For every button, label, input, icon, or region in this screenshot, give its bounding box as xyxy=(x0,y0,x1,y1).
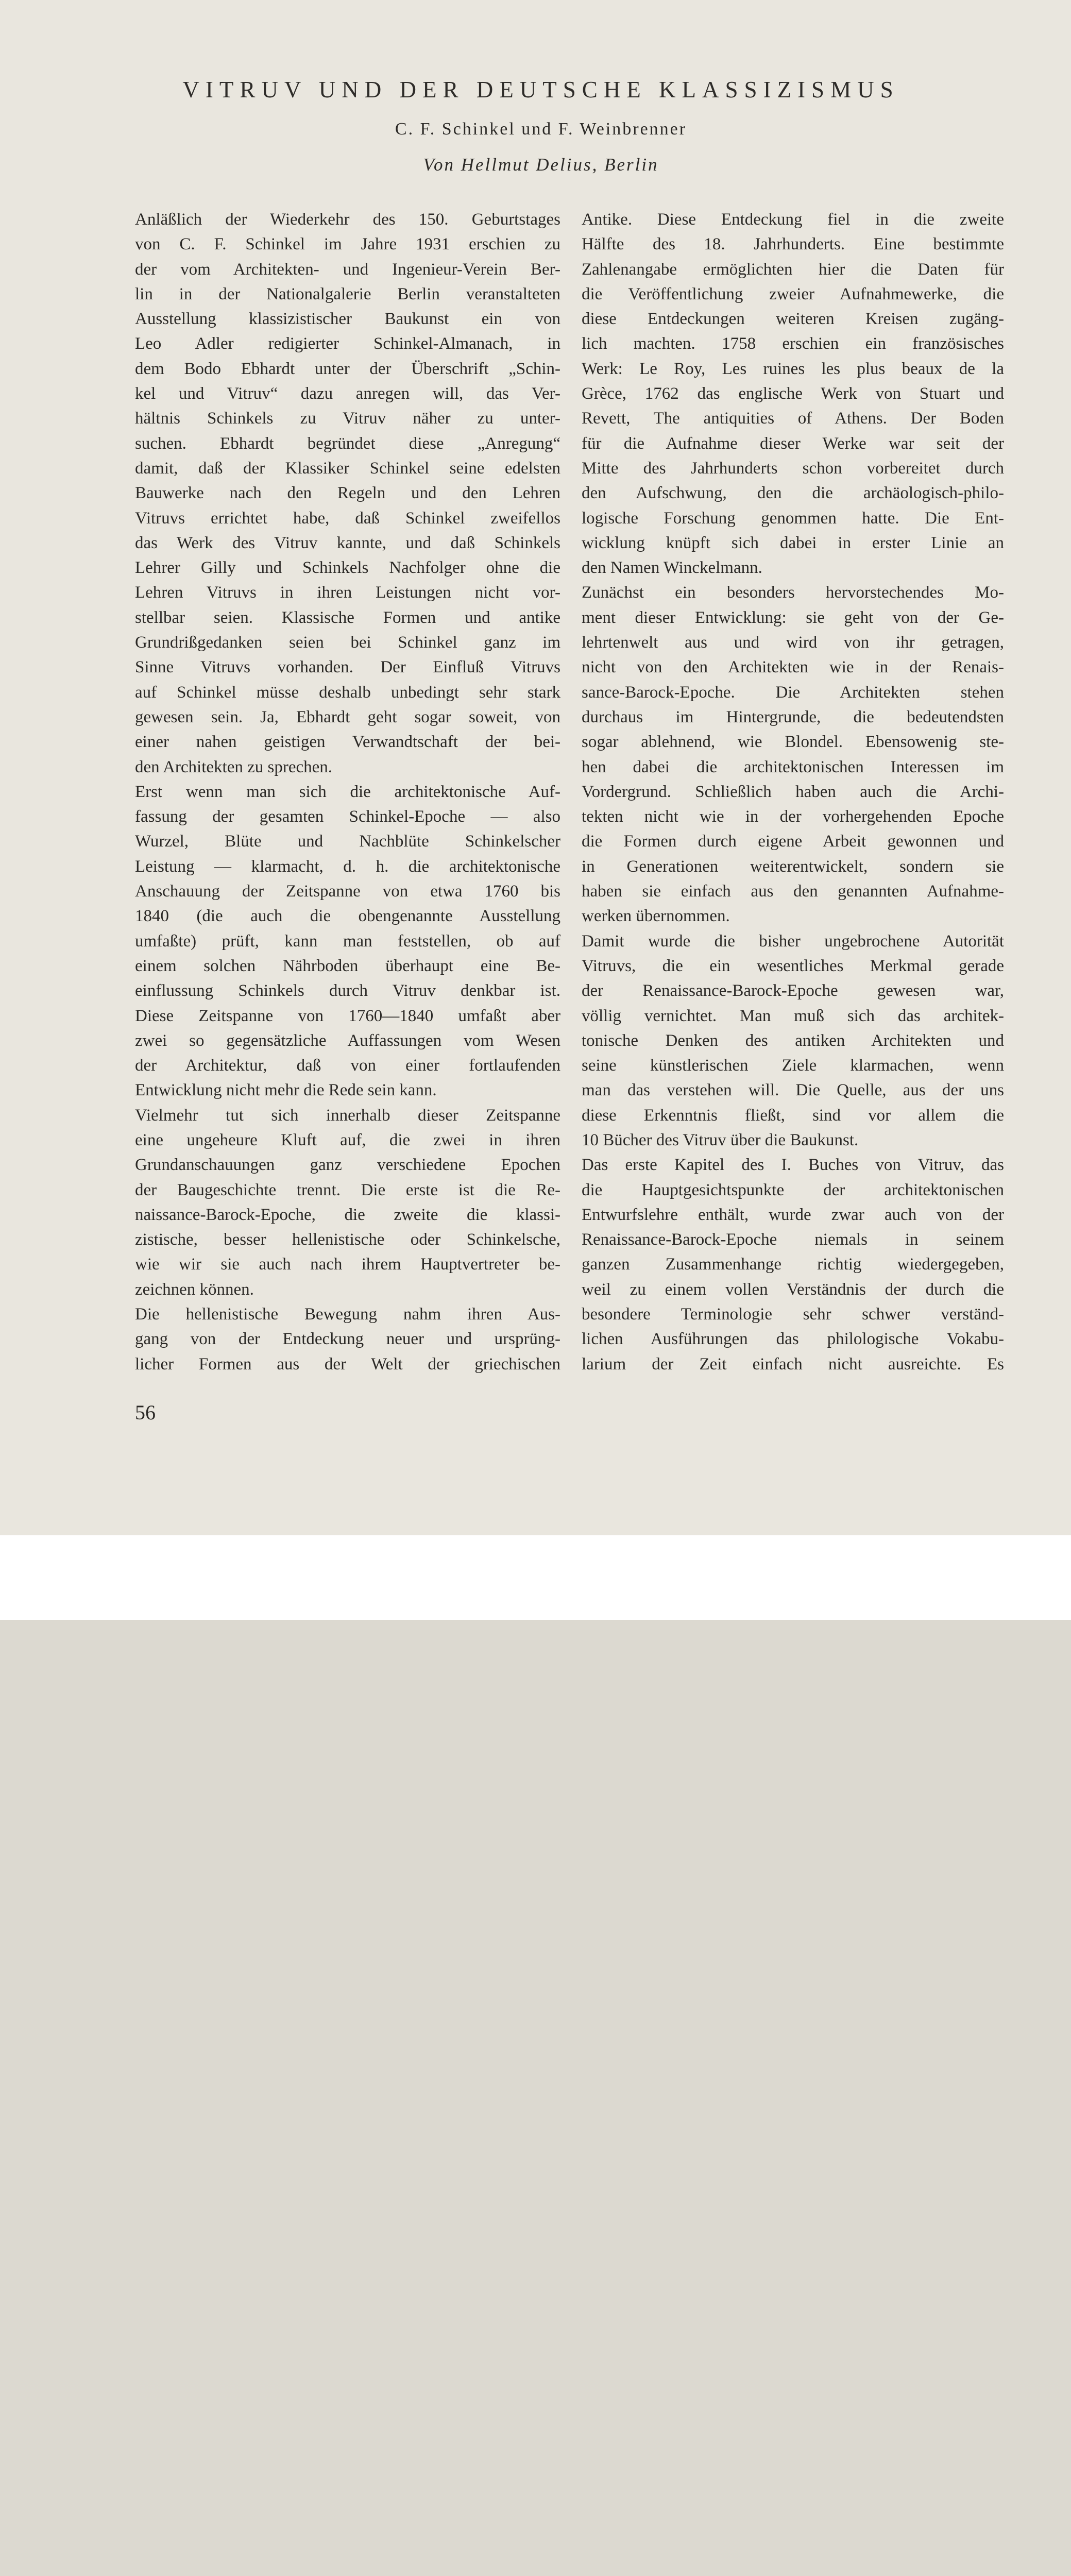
text-line: haben sie einfach aus den genannten Aufnahme- xyxy=(582,882,1004,901)
text-line: Das erste Kapitel des I. Buches von Vitruv, das xyxy=(582,1156,1004,1175)
text-line: den Namen Winckelmann. xyxy=(582,558,762,578)
article-author: Von Hellmut Delius, Berlin xyxy=(423,155,659,175)
text-line: der Architektur, daß von einer fortlaufenden xyxy=(135,1056,560,1075)
footer-bar xyxy=(0,1535,1071,1620)
text-line: Renaissance-Barock-Epoche niemals in seinem xyxy=(582,1230,1004,1249)
text-line: stellbar seien. Klassische Formen und antike xyxy=(135,608,560,627)
text-line: eine ungeheure Kluft auf, die zwei in ihren xyxy=(135,1130,560,1149)
text-line: Grundanschauungen ganz verschiedene Epochen xyxy=(135,1156,560,1175)
text-line: den Aufschwung, den die archäologisch-philo- xyxy=(582,484,1004,503)
text-line: ganzen Zusammenhange richtig wiedergegeben, xyxy=(582,1255,1004,1274)
text-line: hältnis Schinkels zu Vitruv näher zu unter- xyxy=(135,409,560,428)
text-line: völlig vernichtet. Man muß sich das architek- xyxy=(582,1006,1004,1025)
text-line: Vordergrund. Schließlich haben auch die Archi- xyxy=(582,782,1004,801)
text-line: Hälfte des 18. Jahrhunderts. Eine bestimmte xyxy=(582,235,1004,254)
article-title: VITRUV UND DER DEUTSCHE KLASSIZISMUS xyxy=(182,77,899,103)
article-subtitle: C. F. Schinkel und F. Weinbrenner xyxy=(395,120,687,139)
page-number: 56 xyxy=(135,1401,156,1424)
text-line: Vielmehr tut sich innerhalb dieser Zeitspanne xyxy=(135,1106,560,1125)
text-line: hen dabei die architektonischen Interessen im xyxy=(582,757,1004,776)
text-line: Die hellenistische Bewegung nahm ihren Aus- xyxy=(135,1305,560,1324)
text-line: larium der Zeit einfach nicht ausreichte. Es xyxy=(582,1354,1004,1374)
text-line: von C. F. Schinkel im Jahre 1931 erschien zu xyxy=(135,235,560,254)
text-line: Grèce, 1762 das englische Werk von Stuart und xyxy=(582,384,1004,403)
text-line: einflussung Schinkels durch Vitruv denkbar ist. xyxy=(135,981,560,1001)
text-column-right xyxy=(582,207,1004,1377)
text-line: zistische, besser hellenistische oder Schinkelsche, xyxy=(135,1230,560,1249)
text-line: logische Forschung genommen hatte. Die Ent- xyxy=(582,509,1004,528)
text-line: Erst wenn man sich die architektonische Auf- xyxy=(135,782,560,801)
text-line: Wurzel, Blüte und Nachblüte Schinkelscher xyxy=(135,832,560,851)
text-line: Zahlenangabe ermöglichten hier die Daten für xyxy=(582,260,1004,279)
text-line: Entwicklung nicht mehr die Rede sein kann. xyxy=(135,1081,437,1100)
text-line: zeichnen können. xyxy=(135,1280,254,1299)
text-line: Vitruvs, die ein wesentliches Merkmal gerade xyxy=(582,956,1004,975)
text-line: Mitte des Jahrhunderts schon vorbereitet durch xyxy=(582,459,1004,478)
text-line: dem Bodo Ebhardt unter der Überschrift „Schin- xyxy=(135,359,560,378)
text-line: einer nahen geistigen Verwandtschaft der bei- xyxy=(135,733,560,752)
text-line: einem solchen Nährboden überhaupt eine Be- xyxy=(135,956,560,975)
text-line: die Veröffentlichung zweier Aufnahmewerke, die xyxy=(582,284,1004,303)
text-line: Lehrer Gilly und Schinkels Nachfolger ohne die xyxy=(135,558,560,578)
text-line: Diese Zeitspanne von 1760—1840 umfaßt aber xyxy=(135,1006,560,1025)
text-line: damit, daß der Klassiker Schinkel seine edelsten xyxy=(135,459,560,478)
text-line: Leistung — klarmacht, d. h. die architektonische xyxy=(135,857,560,876)
text-line: Sinne Vitruvs vorhanden. Der Einfluß Vitruvs xyxy=(135,658,560,677)
text-line: lichen Ausführungen das philologische Vokabu- xyxy=(582,1330,1004,1349)
text-line: Anläßlich der Wiederkehr des 150. Geburtstages xyxy=(135,210,560,229)
text-line: seine künstlerischen Ziele klarmachen, wenn xyxy=(582,1056,1004,1075)
text-line: lin in der Nationalgalerie Berlin veranstalteten xyxy=(135,284,560,303)
text-column-left xyxy=(135,207,560,1377)
text-line: wicklung knüpft sich dabei in erster Linie an xyxy=(582,533,1004,552)
text-line: der Baugeschichte trennt. Die erste ist die Re- xyxy=(135,1180,560,1199)
text-line: licher Formen aus der Welt der griechischen xyxy=(135,1354,560,1374)
text-line: kel und Vitruv“ dazu anregen will, das Ver- xyxy=(135,384,560,403)
text-line: besondere Terminologie sehr schwer verständ- xyxy=(582,1305,1004,1324)
text-line: sance-Barock-Epoche. Die Architekten stehen xyxy=(582,683,1004,702)
text-line: zwei so gegensätzliche Auffassungen vom Wesen xyxy=(135,1031,560,1050)
text-line: der vom Architekten- und Ingenieur-Verein Ber- xyxy=(135,260,560,279)
text-line: das Werk des Vitruv kannte, und daß Schinkels xyxy=(135,533,560,552)
text-line: umfaßte) prüft, kann man feststellen, ob auf xyxy=(135,931,560,951)
text-line: die Formen durch eigene Arbeit gewonnen und xyxy=(582,832,1004,851)
text-line: tonische Denken des antiken Architekten und xyxy=(582,1031,1004,1050)
text-line: Lehren Vitruvs in ihren Leistungen nicht vor- xyxy=(135,583,560,602)
text-line: lehrtenwelt aus und wird von ihr getragen, xyxy=(582,633,1004,652)
text-line: naissance-Barock-Epoche, die zweite die klassi- xyxy=(135,1205,560,1224)
text-line: gang von der Entdeckung neuer und ursprüng- xyxy=(135,1330,560,1349)
text-line: die Hauptgesichtspunkte der architektonischen xyxy=(582,1180,1004,1199)
text-line: tekten nicht wie in der vorhergehenden Epoche xyxy=(582,807,1004,826)
text-line: lich machten. 1758 erschien ein französisches xyxy=(582,334,1004,353)
text-line: für die Aufnahme dieser Werke war seit der xyxy=(582,434,1004,453)
text-line: suchen. Ebhardt begründet diese „Anregung“ xyxy=(135,434,560,453)
text-line: Antike. Diese Entdeckung fiel in die zweite xyxy=(582,210,1004,229)
text-line: Anschauung der Zeitspanne von etwa 1760 bis xyxy=(135,882,560,901)
text-line: Damit wurde die bisher ungebrochene Autorität xyxy=(582,931,1004,951)
text-line: Bauwerke nach den Regeln und den Lehren xyxy=(135,484,560,503)
text-line: ment dieser Entwicklung: sie geht von der Ge- xyxy=(582,608,1004,627)
text-line: 1840 (die auch die obengenannte Ausstellung xyxy=(135,907,560,926)
text-line: sogar ablehnend, wie Blondel. Ebensowenig ste- xyxy=(582,733,1004,752)
text-line: der Renaissance-Barock-Epoche gewesen war, xyxy=(582,981,1004,1001)
text-line: Ausstellung klassizistischer Baukunst ein von xyxy=(135,310,560,329)
text-line: wie wir sie auch nach ihrem Hauptvertreter be- xyxy=(135,1255,560,1274)
text-line: den Architekten zu sprechen. xyxy=(135,757,333,776)
text-line: weil zu einem vollen Verständnis der durch die xyxy=(582,1280,1004,1299)
text-line: gewesen sein. Ja, Ebhardt geht sogar soweit, von xyxy=(135,707,560,726)
text-line: diese Entdeckungen weiteren Kreisen zugäng- xyxy=(582,310,1004,329)
text-line: Revett, The antiquities of Athens. Der Boden xyxy=(582,409,1004,428)
text-line: diese Erkenntnis fließt, sind vor allem die xyxy=(582,1106,1004,1125)
text-line: Zunächst ein besonders hervorstechendes Mo- xyxy=(582,583,1004,602)
text-line: in Generationen weiterentwickelt, sondern sie xyxy=(582,857,1004,876)
text-line: werken übernommen. xyxy=(582,907,730,926)
text-line: 10 Bücher des Vitruv über die Baukunst. xyxy=(582,1130,859,1149)
text-line: nicht von den Architekten wie in der Renais- xyxy=(582,658,1004,677)
text-line: Entwurfslehre enthält, wurde zwar auch von der xyxy=(582,1205,1004,1224)
text-line: Werk: Le Roy, Les ruines les plus beaux de la xyxy=(582,359,1004,378)
text-line: Leo Adler redigierter Schinkel-Almanach, in xyxy=(135,334,560,353)
text-line: durchaus im Hintergrunde, die bedeutendsten xyxy=(582,707,1004,726)
text-line: man das verstehen will. Die Quelle, aus der uns xyxy=(582,1081,1004,1100)
text-line: auf Schinkel müsse deshalb unbedingt sehr stark xyxy=(135,683,560,702)
text-line: Vitruvs errichtet habe, daß Schinkel zweifellos xyxy=(135,509,560,528)
text-line: Grundrißgedanken seien bei Schinkel ganz im xyxy=(135,633,560,652)
text-line: fassung der gesamten Schinkel-Epoche — also xyxy=(135,807,560,826)
